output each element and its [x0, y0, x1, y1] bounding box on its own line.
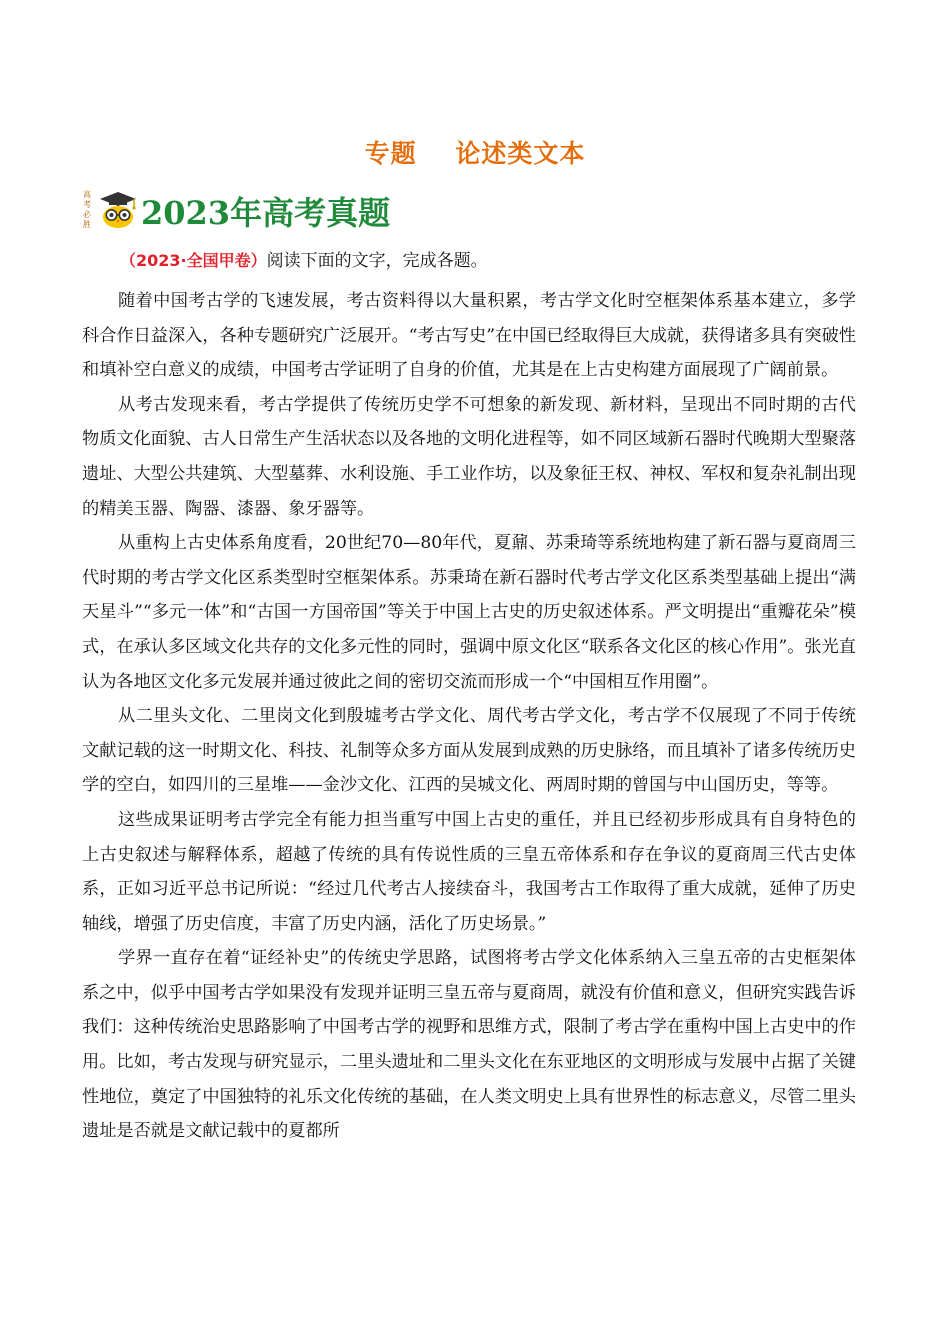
- banner-side-label: 高考必胜: [83, 190, 91, 229]
- passage-paragraph: 从重构上古史体系角度看，20世纪70—80年代，夏鼐、苏秉琦等系统地构建了新石器与夏商周三代时期的考古学文化区系类型时空框架体系。苏秉琦在新石器时代考古学文化区系类型基础上提出“满天星斗”“多元一体”和“古国一方国帝国”等关于中国上古史的历史叙述体系。严文明提出“重瓣花朵”模式，在承认多区域文化共存的文化多元性的同时，强调中原文化区“联系各文化区的核心作用”。张光直认为各地区文化多元发展并通过彼此之间的密切交流而形成一个“中国相互作用圈”。: [82, 533, 856, 692]
- passage-paragraph: 学界一直存在着“证经补史”的传统史学思路，试图将考古学文化体系纳入三皇五帝的古史框架体系之中，似乎中国考古学如果没有发现并证明三皇五帝与夏商周，就没有价值和意义，但研究实践告诉我们：这种传统治史思路影响了中国考古学的视野和思维方式，限制了考古学在重构中国上古史中的作用。比如，考古发现与研究显示，二里头遗址和二里头文化在东亚地区的文明形成与发展中占据了关键性地位，奠定了中国独特的礼乐文化传统的基础，在人类文明史上具有世界性的标志意义，尽管二里头遗址是否就是文献记载中的夏都所: [82, 948, 856, 1142]
- passage-paragraph: 从考古发现来看，考古学提供了传统历史学不可想象的新发现、新材料，呈现出不同时期的古代物质文化面貌、古人日常生产生活状态以及各地的文明化进程等，如不同区域新石器时代晚期大型聚落遗址、大型公共建筑、大型墓葬、水利设施、手工业作坊，以及象征王权、神权、军权和复杂礼制出现的精美玉器、陶器、漆器、象牙器等。: [82, 394, 856, 519]
- owl-graduation-cap-icon: [98, 190, 138, 230]
- passage-body: [82, 284, 856, 1149]
- page-title: 专题 论述类文本: [364, 139, 586, 168]
- question-instruction: 阅读下面的文字，完成各题。: [266, 251, 488, 271]
- question-intro: [120, 248, 488, 274]
- passage-paragraph: 随着中国考古学的飞速发展，考古资料得以大量积累，考古学文化时空框架体系基本建立，多学科合作日益深入，各种专题研究广泛展开。“考古写史”在中国已经取得巨大成就，获得诸多具有突破性和填补空白意义的成绩，中国考古学证明了自身的价值，尤其是在上古史构建方面展现了广阔前景。: [82, 291, 856, 381]
- banner-title: 2023年高考真题: [141, 194, 391, 232]
- question-source: （2023·全国甲卷）: [120, 251, 267, 270]
- passage-paragraph: 这些成果证明考古学完全有能力担当重写中国上古史的重任，并且已经初步形成具有自身特色的上古史叙述与解释体系，超越了传统的具有传说性质的三皇五帝体系和存在争议的夏商周三代古史体系，正如习近平总书记所说：“经过几代考古人接续奋斗，我国考古工作取得了重大成就，延伸了历史轴线，增强了历史信度，丰富了历史内涵，活化了历史场景。”: [82, 809, 856, 934]
- passage-paragraph: 从二里头文化、二里岗文化到殷墟考古学文化、周代考古学文化，考古学不仅展现了不同于传统文献记载的这一时期文化、科技、礼制等众多方面从发展到成熟的历史脉络，而且填补了诸多传统历史学的空白，如四川的三星堆——金沙文化、江西的吴城文化、两周时期的曾国与中山国历史，等等。: [82, 706, 856, 796]
